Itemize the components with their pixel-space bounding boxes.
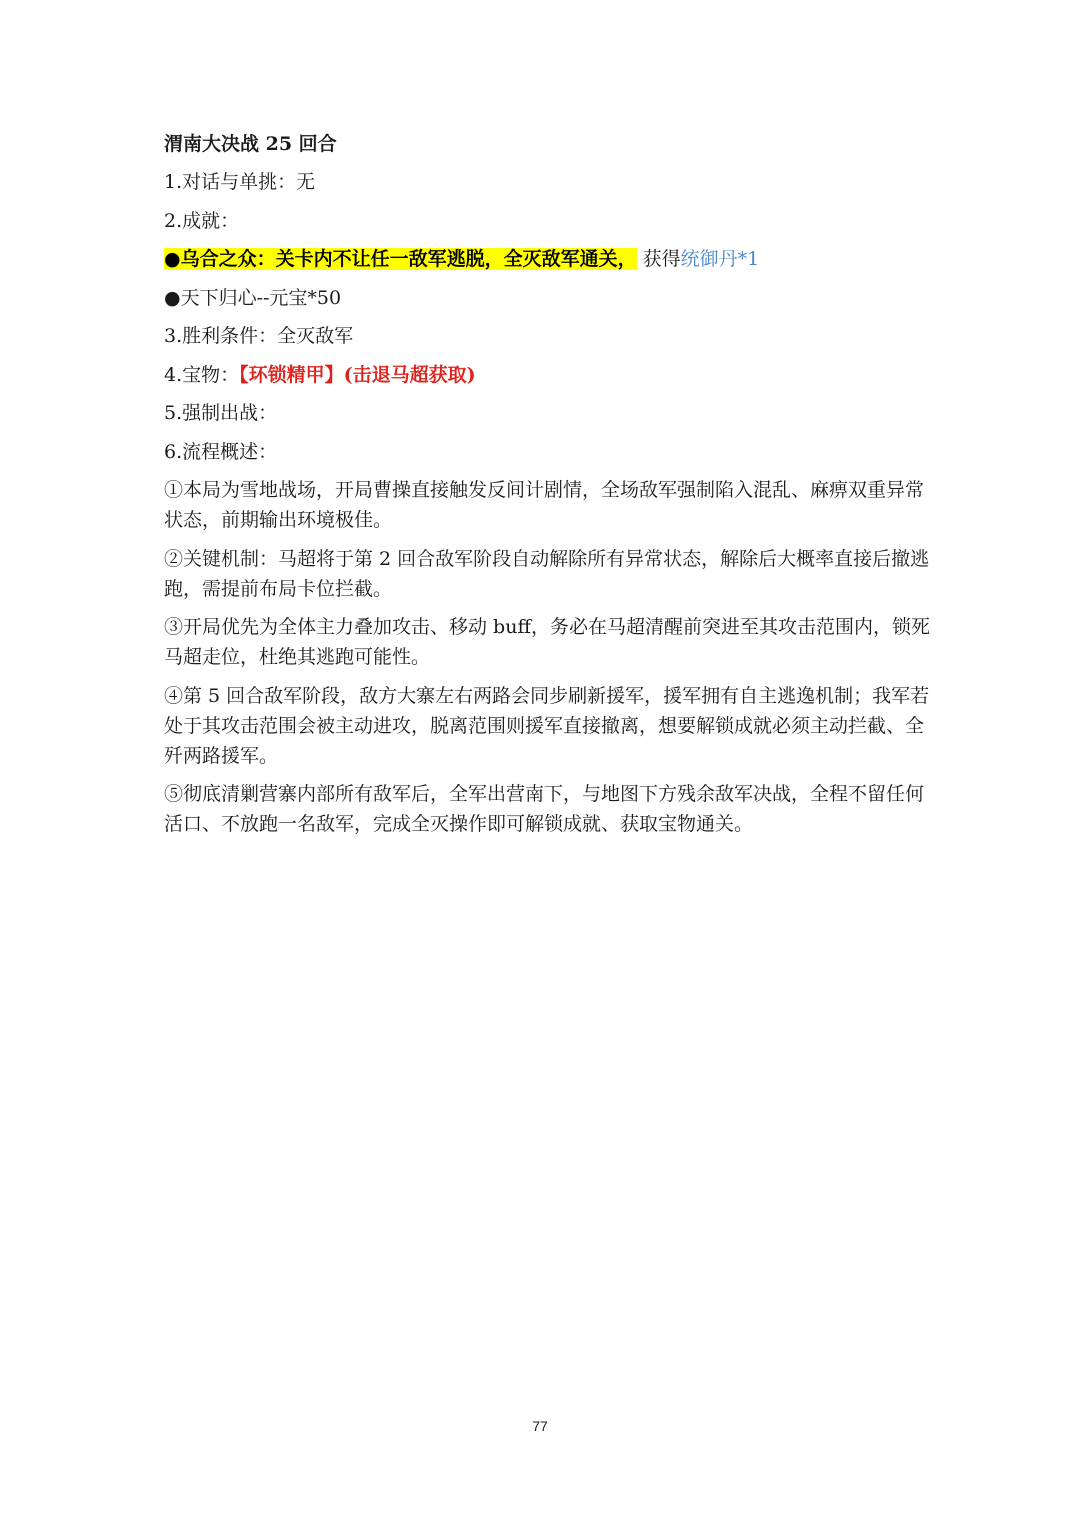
document-page (164, 128, 934, 848)
page-number: 77 (532, 1418, 548, 1434)
achievements-label: 2.成就： (164, 209, 240, 232)
achievement-2: ●天下归心--元宝*50 (164, 286, 342, 309)
achievement-1-reward-prefix: 获得 (642, 248, 681, 270)
step-2: ②关键机制：马超将于第 2 回合敌军阶段自动解除所有异常状态，解除后大概率直接后撤逃跑，需提前布局卡位拦截。 (164, 547, 930, 600)
forced-deploy-label: 5.强制出战： (164, 402, 278, 424)
step-3: ③开局优先为全体主力叠加攻击、移动 buff，务必在马超清醒前突进至其攻击范围内，锁死马超走位，杜绝其逃跑可能性。 (164, 616, 930, 668)
process-label: 6.流程概述： (164, 440, 278, 463)
page-title: 渭南大决战 25 回合 (164, 133, 337, 155)
treasure-prefix: 4.宝物： (164, 363, 240, 386)
treasure-line (164, 360, 934, 390)
step-1: ①本局为雪地战场，开局曹操直接触发反间计剧情，全场敌军强制陷入混乱、麻痹双重异常状态，前期输出环境极佳。 (164, 479, 925, 531)
achievement-1-highlight: ●乌合之众：关卡内不让任一敌军逃脱，全灭敌军通关， (164, 248, 637, 270)
victory-condition: 3.胜利条件：全灭敌军 (164, 325, 354, 347)
dialog-line: 1.对话与单挑：无 (164, 171, 316, 193)
treasure-item: 【环锁精甲】(击退马超获取) (239, 363, 476, 386)
achievement-1 (164, 244, 934, 274)
step-5: ⑤彻底清剿营寨内部所有敌军后，全军出营南下，与地图下方残余敌军决战，全程不留任何活口、不放跑一名敌军，完成全灭操作即可解锁成就、获取宝物通关。 (164, 783, 925, 835)
step-4: ④第 5 回合敌军阶段，敌方大寨左右两路会同步刷新援军，援军拥有自主逃逸机制；我军若处于其攻击范围会被主动进攻，脱离范围则援军直接撤离，想要解锁成就必须主动拦截、全歼两路援军。 (164, 684, 930, 767)
achievement-1-reward-item: 统御丹*1 (680, 248, 760, 270)
